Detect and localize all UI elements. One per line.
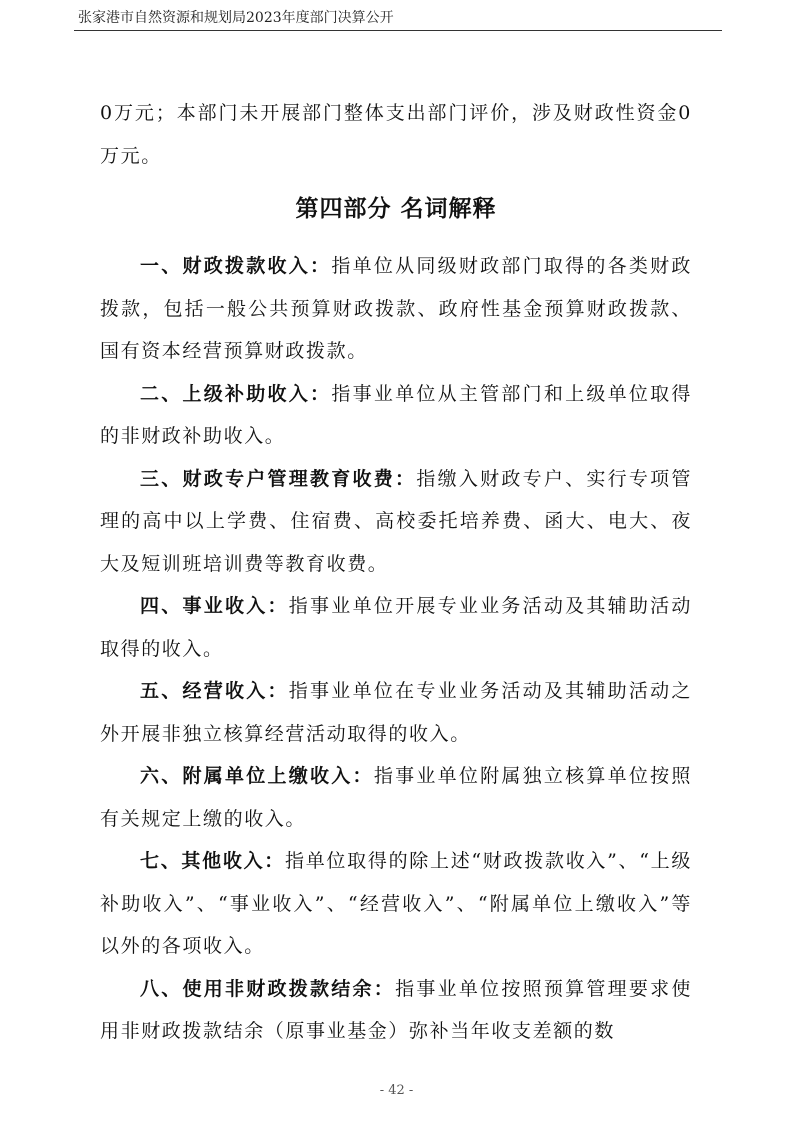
definition-entry-6 xyxy=(100,755,692,840)
running-header: 张家港市自然资源和规划局2023年度部门决算公开 xyxy=(78,10,394,26)
term-definition: 指事业单位开展专业业务活动及其辅助活动取得的收入。 xyxy=(100,595,692,660)
term-definition: 指单位从同级财政部门取得的各类财政拨款，包括一般公共预算财政拨款、政府性基金预算财政拨款、国有资本经营预算财政拨款。 xyxy=(100,255,693,362)
definition-entry-3 xyxy=(100,458,692,586)
definition-entry-5 xyxy=(100,670,692,755)
page-number: - 42 - xyxy=(379,1083,414,1098)
term-label: 六、附属单位上缴收入： xyxy=(140,765,374,787)
definition-entry-8 xyxy=(100,968,692,1053)
intro-paragraph: 0万元；本部门未开展部门整体支出部门评价，涉及财政性资金0万元。 xyxy=(100,102,692,167)
header-divider xyxy=(74,30,722,31)
definition-entry-1 xyxy=(100,245,692,373)
term-label: 二、上级补助收入： xyxy=(140,382,332,405)
term-label: 五、经营收入： xyxy=(140,680,289,702)
term-label: 八、使用非财政拨款结余： xyxy=(140,977,396,1000)
term-definition: 指缴入财政专户、实行专项管理的高中以上学费、住宿费、高校委托培养费、函大、电大、夜大及短训班培训费等教育收费。 xyxy=(100,467,692,575)
term-definition: 指事业单位按照预算管理要求使用非财政拨款结余（原事业基金）弥补当年收支差额的数 xyxy=(100,977,693,1042)
term-definition: 指事业单位从主管部门和上级单位取得的非财政补助收入。 xyxy=(100,382,693,447)
definition-entry-2 xyxy=(100,373,692,458)
definition-entry-7 xyxy=(100,840,692,968)
term-label: 一、财政拨款收入： xyxy=(140,255,332,277)
page-content xyxy=(100,92,692,1053)
term-label: 七、其他收入： xyxy=(140,850,285,872)
term-definition: 指单位取得的除上述“财政拨款收入”、“上级补助收入”、“事业收入”、“经营收入”、“附属单位上缴收入”等以外的各项收入。 xyxy=(100,850,692,957)
term-definition: 指事业单位附属独立核算单位按照有关规定上缴的收入。 xyxy=(100,765,692,830)
definition-entry-4 xyxy=(100,585,692,670)
term-definition: 指事业单位在专业业务活动及其辅助活动之外开展非独立核算经营活动取得的收入。 xyxy=(100,680,692,745)
term-label: 四、事业收入： xyxy=(140,595,289,617)
term-label: 三、财政专户管理教育收费： xyxy=(140,467,417,490)
section-title: 第四部分 名词解释 xyxy=(295,196,497,222)
